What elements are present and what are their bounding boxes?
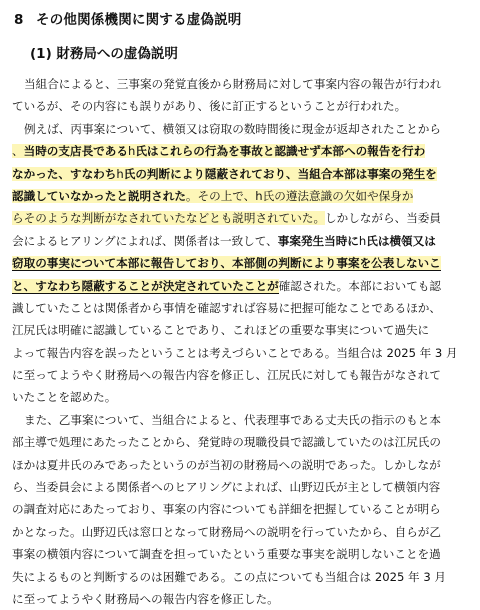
subsection-heading: (1) 財務局への虚偽説明 [30, 46, 178, 62]
text-segment: 氏の遵法意識の欠如や保身か [262, 188, 414, 203]
text-segment: 窃取の事実について本部に報告しており、本部側の判断により事案を公表しないこ [12, 256, 441, 271]
text-segment: と、すなわち隠蔽することが決定されていたことが [12, 278, 279, 293]
text-segment: いたことを認めた。 [12, 390, 117, 405]
text-line [12, 431, 470, 453]
text-segment: h [255, 188, 263, 203]
text-line [12, 342, 470, 364]
text-segment: 事案発生当時に [277, 233, 359, 248]
section-title: その他関係機関に関する虚偽説明 [36, 12, 242, 28]
text-segment: 。その上で、 [185, 188, 256, 203]
text-segment: よって報告内容を誤ったということは考えづらいことである。当組合は 2025 年 3 月 [12, 345, 458, 360]
text-line [12, 409, 470, 431]
text-segment: h [116, 166, 124, 181]
text-line [12, 521, 470, 543]
text-segment: h [358, 233, 367, 248]
text-line [12, 386, 470, 408]
text-segment: に至ってようやく財務局への報告内容を修正し、江尻氏に対しても報告がなされて [12, 368, 441, 383]
text-line [12, 319, 470, 341]
text-line [12, 454, 470, 476]
text-line [12, 207, 470, 229]
text-line [12, 73, 470, 95]
text-line [12, 95, 470, 117]
text-segment: 、 [12, 144, 24, 159]
section-number: 8 [14, 12, 24, 28]
text-line [12, 498, 470, 520]
text-line [12, 566, 470, 588]
text-line [12, 252, 470, 274]
text-line [12, 163, 470, 185]
text-line [12, 588, 470, 610]
text-segment: 氏はこれらの行為を事故と認識せず本部への報告を行わ [135, 144, 426, 159]
text-segment: 当時の支店長である [23, 144, 128, 159]
text-segment: 部主導で処理にあたったことから、発覚時の現職役員で認識していたのは江尻氏の [12, 435, 441, 450]
text-segment: ら、当委員会による関係者へのヒアリングによれば、山野辺氏が主として横領内容 [12, 480, 441, 495]
text-segment: 当組合によると、三事案の発覚直後から財務局に対して事案内容の報告が行われ [24, 77, 442, 91]
text-segment: なかった、すなわち [12, 166, 117, 181]
text-segment: 事案の横領内容について調査を担っていたという重要な事実を説明しないことを過 [12, 547, 441, 562]
text-line [12, 543, 470, 565]
text-segment: ほかは夏井氏のみであったというのが当初の財務局への説明であった。しかしなが [12, 457, 441, 472]
text-segment: に至ってようやく財務局への報告内容を修正した。 [12, 591, 279, 606]
body-text [12, 73, 470, 610]
text-segment: 失によるものと判断するのは困難である。この点についても当組合は 2025 年 3 月 [12, 569, 446, 584]
text-line [12, 230, 470, 252]
text-line [12, 297, 470, 319]
text-segment: 確認された。本部においても認 [278, 278, 441, 293]
section-heading [14, 8, 242, 28]
text-segment: 認識していなかったと説明された [12, 188, 186, 203]
text-segment: また、乙事案について、当組合によると、代表理事である丈夫氏の指示のもと本 [24, 412, 441, 427]
text-segment: 江尻氏は明確に認識していることであり、これほどの重要な事実について過失に [12, 323, 430, 338]
text-segment: 氏は横領又は [366, 233, 436, 248]
text-segment: ているが、その内容にも誤りがあり、後に訂正するということが行われた。 [12, 99, 407, 114]
text-segment: 氏の判断により隠蔽されており、当組合本部は事案の発生を [123, 166, 437, 181]
text-segment: h [127, 144, 136, 159]
text-segment: 会によるヒアリングによれば、関係者は一致して、 [12, 233, 278, 248]
text-line [12, 118, 470, 140]
text-segment: らそのような判断がなされていたなどとも説明されていた。 [12, 211, 326, 226]
text-line [12, 364, 470, 386]
text-segment: の調査対応にあたっており、事案の内容についても詳細を把握していることが明ら [12, 502, 441, 517]
text-segment: しかしながら、当委員 [325, 211, 441, 226]
text-segment: 識していたことは関係者から事情を確認すれば容易に把握可能なことであるほか、 [12, 300, 441, 315]
text-line [12, 476, 470, 498]
text-segment: かとなった。山野辺氏は窓口となって財務局への説明を行っていたから、自らが乙 [12, 524, 441, 539]
text-line [12, 275, 470, 297]
text-line [12, 185, 470, 207]
text-line [12, 140, 470, 162]
text-segment: 例えば、丙事案について、横領又は窃取の数時間後に現金が返却されたことから [24, 121, 441, 136]
